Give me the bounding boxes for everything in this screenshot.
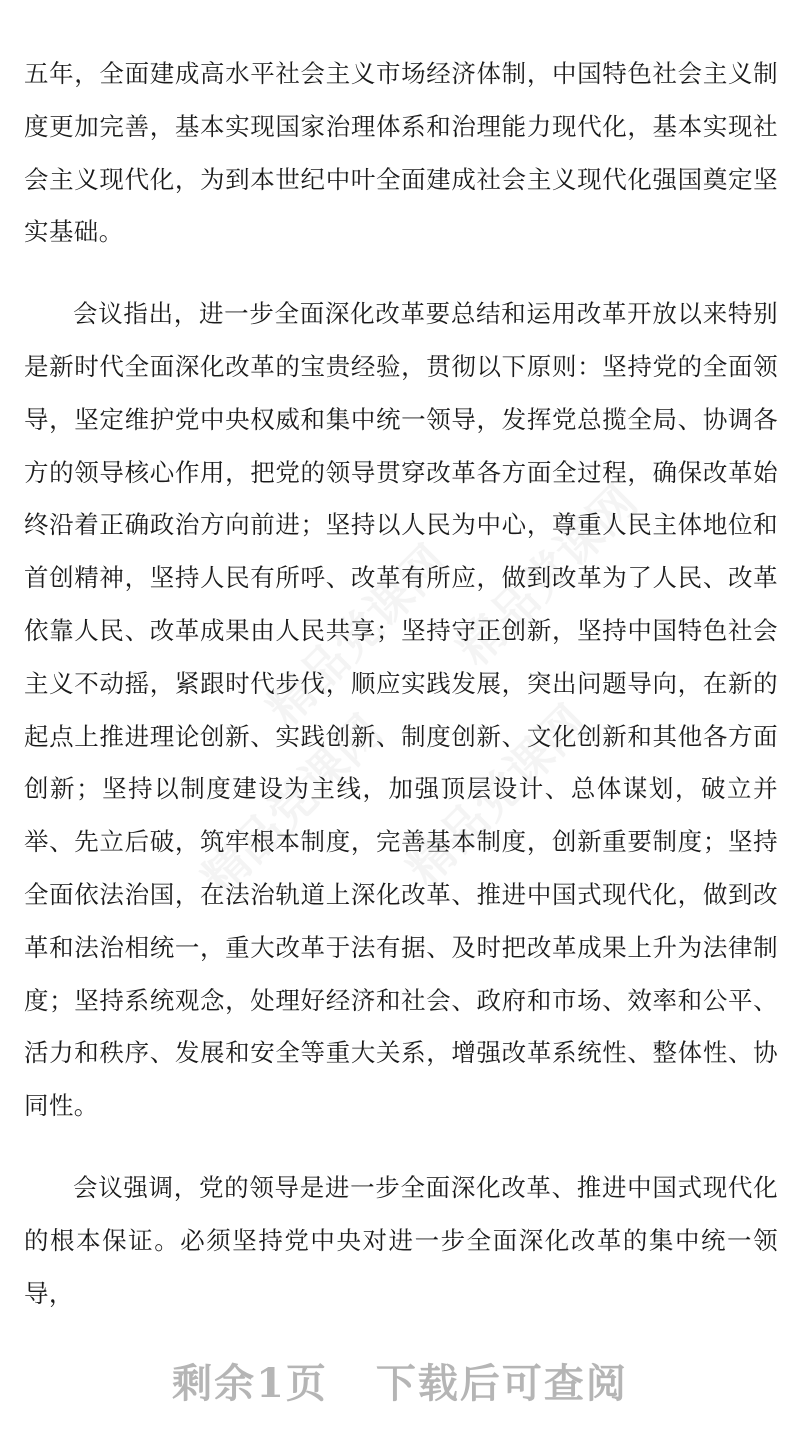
document-body (24, 48, 778, 1320)
paragraph-continuation: 五年，全面建成高水平社会主义市场经济体制，中国特色社会主义制度更加完善，基本实现国家治理体系和治理能力现代化，基本实现社会主义现代化，为到本世纪中叶全面建成社会主义现代化强国奠定坚实基础。 (24, 59, 778, 247)
watermark: 精品党课网 (396, 694, 598, 896)
paragraph-leadership: 会议强调，党的领导是进一步全面深化改革、推进中国式现代化的根本保证。必须坚持党中央对进一步全面深化改革的集中统一领导， (24, 1172, 778, 1308)
remaining-pages-label: 剩余1页 (172, 1360, 328, 1407)
watermark: 精品党课网 (446, 474, 648, 676)
download-prompt[interactable] (0, 1352, 800, 1409)
paragraph-principles: 会议指出，进一步全面深化改革要总结和运用改革开放以来特别是新时代全面深化改革的宝贵经验，贯彻以下原则：坚持党的全面领导，坚定维护党中央权威和集中统一领导，发挥党总揽全局、协调各方的领导核心作用，把党的领导贯穿改革各方面全过程，确保改革始终沿着正确政治方向前进；坚持以人民为中心，尊重人民主体地位和首创精神，坚持人民有所呼、改革有所应，做到改革为了人民、改革依靠人民、改革成果由人民共享；坚持守正创新，坚持中国特色社会主义不动摇，紧跟时代步伐，顺应实践发展，突出问题导向，在新的起点上推进理论创新、实践创新、制度创新、文化创新和其他各方面创新；坚持以制度建设为主线，加强顶层设计、总体谋划，破立并举、先立后破，筑牢根本制度，完善基本制度，创新重要制度；坚持全面依法治国，在法治轨道上深化改革、推进中国式现代化，做到改革和法治相统一，重大改革于法有据、及时把改革成果上升为法律制度；坚持系统观念，处理好经济和社会、政府和市场、效率和公平、活力和秩序、发展和安全等重大关系，增强改革系统性、整体性、协同性。 (24, 299, 778, 1121)
watermark: 精品党课网 (256, 534, 458, 736)
download-hint-label: 下载后可查阅 (375, 1360, 628, 1407)
watermark: 精品党课网 (191, 704, 393, 906)
